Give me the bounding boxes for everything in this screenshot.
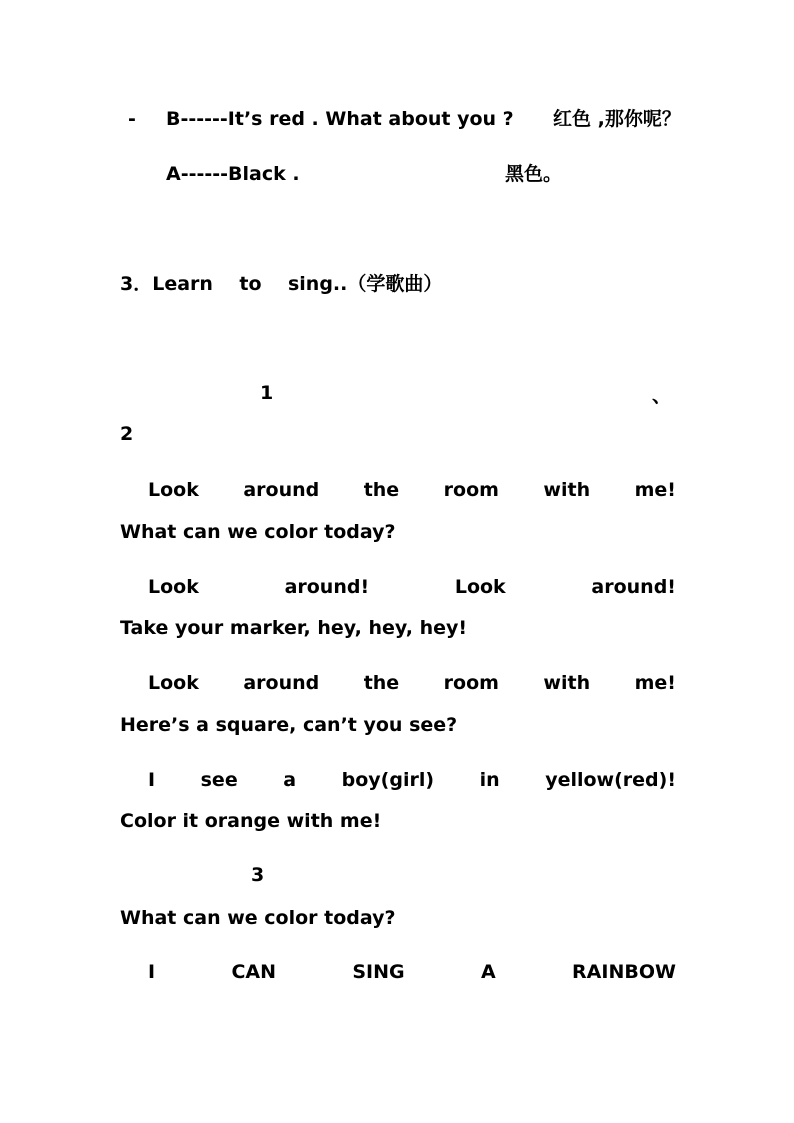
verse-word: Look [148,672,199,694]
title-word: CAN [231,961,276,983]
song-separator: 、 [652,385,672,407]
title-word: SING [352,961,405,983]
title-word: A [480,961,496,983]
verse-word: around! [591,576,676,598]
verse-word: Look [148,576,199,598]
song-number-3: 3 [251,864,265,886]
verse-word: around [243,479,320,501]
verse-word: I [148,769,156,791]
verse-line-4-continuation: Color it orange with me! [120,810,382,832]
section-heading: 3．Learn to sing..（学歌曲） [120,273,443,295]
verse-line-3 [148,671,676,695]
verse-line-3-continuation: Here’s a square, can’t you see? [120,714,458,736]
verse-word: me! [634,479,676,501]
verse-word: around! [284,576,370,598]
verse-word: around [243,672,320,694]
title-word: RAINBOW [572,961,676,983]
dialogue-line-b-english: B------It’s red . What about you ? [166,108,514,130]
verse-word: yellow(red)! [545,769,676,791]
verse-word: Look [454,576,506,598]
song2-title-line [148,960,676,984]
verse-word: the [363,672,400,694]
verse-word: me! [634,672,676,694]
verse-word: boy(girl) [341,769,435,791]
dialogue-line-a-chinese: 黑色。 [505,163,563,185]
verse-word: room [443,672,499,694]
dialogue-line-b-chinese: 红色 ,那你呢？ [553,108,681,130]
verse-line-4 [148,768,676,792]
verse-line-1 [148,478,676,502]
verse-word: room [443,479,499,501]
verse-word: with [543,479,591,501]
dialogue-line-a-english: A------Black . [166,163,300,185]
verse-word: the [363,479,400,501]
list-dash: - [128,108,136,130]
verse-word: with [543,672,591,694]
song-number-2: 2 [120,423,134,445]
verse-word: see [200,769,238,791]
verse-word: a [283,769,297,791]
song-number-1: 1 [260,382,274,404]
title-word: I [148,961,156,983]
verse-line-2-continuation: Take your marker, hey, hey, hey! [120,617,468,639]
verse-line-2 [148,575,676,599]
song2-first-line: What can we color today? [120,907,396,929]
verse-word: in [479,769,500,791]
verse-line-1-continuation: What can we color today? [120,521,396,543]
verse-word: Look [148,479,199,501]
